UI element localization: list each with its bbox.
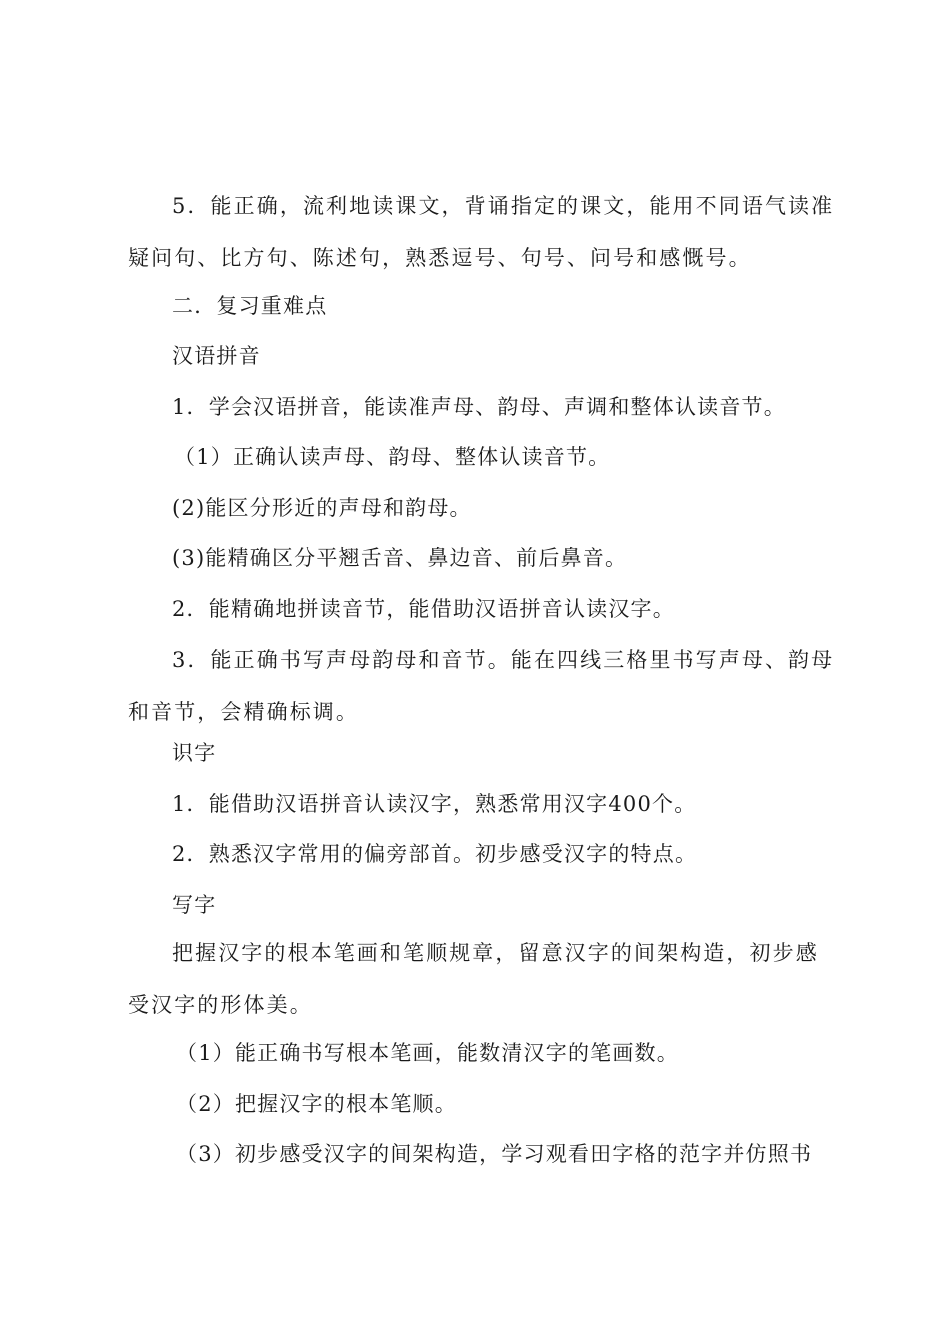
subheading-pinyin: 汉语拼音 (172, 344, 261, 368)
list-item-literacy-1: 1．能借助汉语拼音认读汉字，熟悉常用汉字400个。 (172, 792, 697, 816)
list-item-pinyin-1-3: (3)能精确区分平翘舌音、鼻边音、前后鼻音。 (172, 546, 628, 570)
section-heading-review-points: 二．复习重难点 (172, 294, 328, 318)
list-item-pinyin-3: 3．能正确书写声母韵母和音节。能在四线三格里书写声母、韵母和音节，会精确标调。 (128, 648, 835, 724)
list-item-literacy-2: 2．熟悉汉字常用的偏旁部首。初步感受汉字的特点。 (172, 842, 698, 866)
subheading-writing: 写字 (172, 893, 217, 917)
list-item-pinyin-1-1: （1）正确认读声母、韵母、整体认读音节。 (174, 445, 611, 469)
list-item-pinyin-2: 2．能精确地拼读音节，能借助汉语拼音认读汉字。 (172, 597, 675, 621)
paragraph-writing: 把握汉字的根本笔画和笔顺规章，留意汉字的间架构造，初步感受汉字的形体美。 (128, 941, 819, 1017)
list-item-pinyin-1: 1．学会汉语拼音，能读准声母、韵母、声调和整体认读音节。 (172, 395, 786, 419)
list-item-pinyin-1-2: (2)能区分形近的声母和韵母。 (172, 496, 472, 520)
list-item-writing-3: （3）初步感受汉字的间架构造，学习观看田字格的范字并仿照书 (176, 1142, 813, 1166)
list-item-writing-2: （2）把握汉字的根本笔顺。 (176, 1092, 457, 1116)
list-item-writing-1: （1）能正确书写根本笔画，能数清汉字的笔画数。 (176, 1041, 679, 1065)
paragraph-punctuation: 5．能正确，流利地读课文，背诵指定的课文，能用不同语气读准疑问句、比方句、陈述句，熟悉逗号、句号、问号和感慨号。 (128, 194, 835, 270)
subheading-literacy: 识字 (172, 741, 217, 765)
